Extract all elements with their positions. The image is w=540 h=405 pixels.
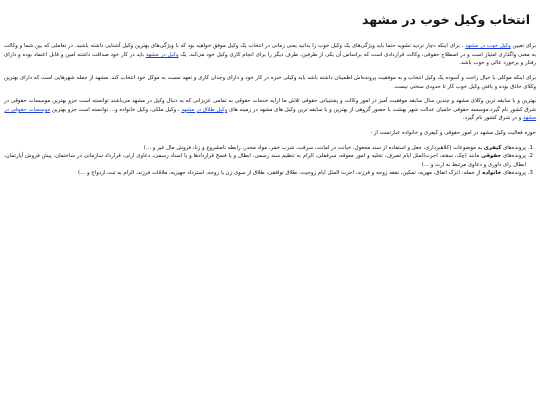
link-lawyer-in-mashhad[interactable]: وکیل در مشهد [145,51,179,58]
link-legal-institutes-mashhad[interactable]: موسسات حقوقی در مشهد [4,106,536,122]
intro-text-a: برای تعیین [512,43,536,50]
list-item-details: از جمله: (ترک انفاق، مهریه، تمکین، نفقه زوجه و فرزند، اجرت المثل ایام زوجیت، طلاق توافقی، طلاق از سوی زن یا زوجه، استرداد جهیزیه، ملاقات فرزند، الزام به ثبت ازدواج و ...) [78,170,481,177]
list-item-prefix: پرونده‌های [503,170,526,177]
list-item-keyword: حقوقی [481,153,502,160]
list-item-details: به موضوعات (کلاهبرداری، جعل و استفاده از سند مجعول، خیانت در امانت، سرقت، شرب خمر، مواد مخدر، رابطه نامشروع و زنا، فروش مال غیر و ...) [143,144,483,151]
link-divorce-lawyer-mashhad[interactable]: وکیل طلاق در مشهد [181,106,228,113]
list-item-keyword: خانواده [482,170,502,177]
article-page [0,0,540,178]
list-item-prefix: پرونده‌های [503,144,526,151]
institute-paragraph [4,97,536,123]
institute-text-b: ، وکیل ملکی، وکیل خانواده و... توانسته است جزو بهترین [51,106,180,113]
intro-text-b: ، برای اینکه دچار تردید نشوید حتما باید ویژگی‌های یک وکیل خوب را بدانید یعنی زمانی در انتخاب یک وکیل موفق خواهید بود که با ویژگی‌های بهترین وکیل آشنایی داشته باشید. در تعاملی که بین شما و وکالت به معنی واگذاری امتیاز است و در اصطلاح حقوقی، وکالت قراردادی است که براساس آن یکی از طرفین، طرف دیگر را برای انجام کاری وکیل خود می‌کند. یک [4,43,536,58]
list-item-criminal [4,144,526,153]
link-good-lawyer-mashhad[interactable]: وکیل خوب در مشهد [465,43,511,50]
list-item-keyword: کیفری [483,144,502,151]
institute-text-c: و در شرق کشور نام گیرد. [462,115,522,122]
list-item-family [4,169,526,178]
list-item-prefix: پرونده‌های [503,153,526,160]
intro-paragraph [4,42,536,68]
intro-text-c: باید در کار خود صداقت داشته امین و قابل اعتماد بوده و دارای رفتار و برخورد عالی و خوب باشد. [4,51,536,67]
choose-lawyer-paragraph: برای اینکه موکلی با خیال راحت و آسوده یک وکیل انتخاب و به موفقیت پرونده‌اش اطمینان داشته باشد باید وکیلی خبره در کار خود و دارای وجدان کاری و تعهد نسبت به موکل خود انتخاب کند. مشهد از جمله شهرهایی است که دارای بهترین وکلای حاذق بوده و یافتن وکیل خوب کار تا حدودی سختی نیست. [4,75,536,90]
page-title: انتخاب وکیل خوب در مشهد [362,12,530,27]
list-item-details: مانند (چک، سفته، اجرت‌المثل ایام تصرف، تخلیه و امور معوقه، سرقفلی، الزام به تنظیم سند رسمی، ابطال و یا فسخ قراردادها و یا اسناد رسمی، دعاوی ارثی، قرارداد سازمانی در ساختمان، پیش فروش آپارتمان، ابطال رای داوری و دعاوی مرتبط به ارث و ...) [4,153,526,168]
activity-heading: حوزه فعالیت وکیل مشهد در امور حقوقی و کیفری و خانواده عبارتست از : [370,130,536,136]
activity-list [4,144,536,178]
institute-text-a: بهترین و با سابقه ترین وکلای مشهد و چندین سال سابقه موفقیت آمیز در امور وکالت و پشتیبانی حقوقی تلاش ما ارایه خدمات حقوقی به تمامی عزیزانی که به دنبال وکیل در مشهد می‌باشند توانسته است جزو بهترین موسسات حقوقی در شرق کشور نام گیرد.موسسه حقوقی حامیان عدالت شهر بهشت با حضور گروهی از بهترین و با سابقه ترین وکیل های مشهد در زمینه های [4,98,537,113]
list-item-civil [4,152,526,169]
